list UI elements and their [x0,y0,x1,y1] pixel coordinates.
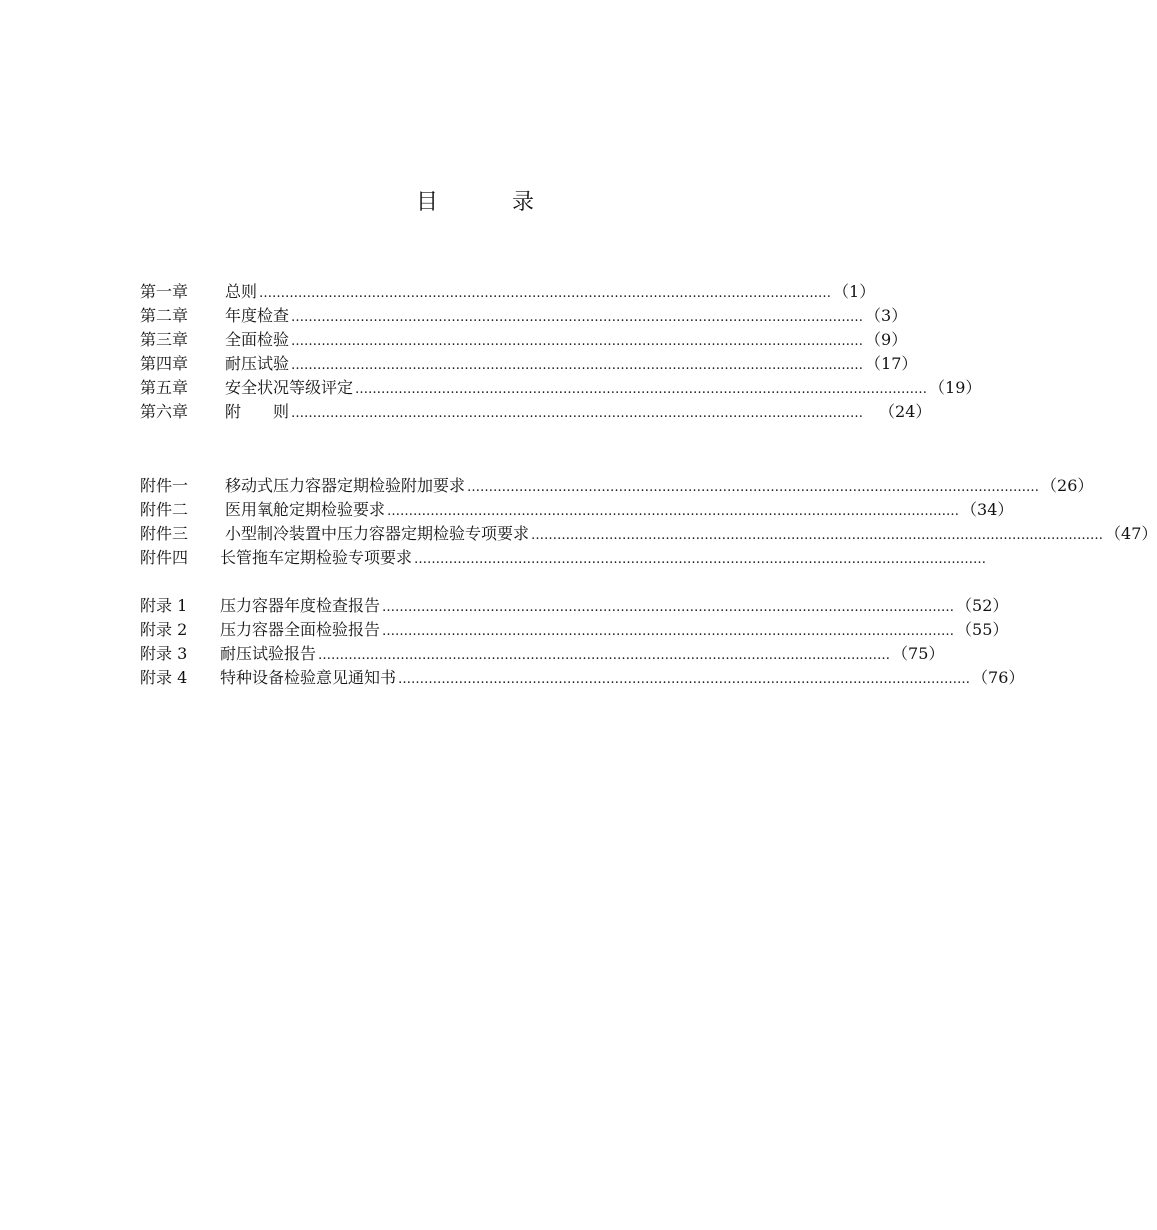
dot-leader: …………………………………………………………………………………………………………………… [355,382,928,397]
entry-page: （9） [865,330,908,349]
entry-label: 第六章 [140,402,189,421]
toc-entry-chapter-2 [140,304,908,328]
entry-label: 附件一 [140,476,189,495]
dot-leader: …………………………………………………………………………………………………………………… [291,334,864,349]
entry-label: 附件三 [140,524,189,543]
entry-label: 附录 3 [140,644,188,663]
dot-leader: …………………………………………………………………………………………………………………… [291,358,864,373]
toc-entry-appendix-2 [140,618,1009,642]
entry-label: 附录 1 [140,596,188,615]
entry-title: 压力容器全面检验报告 [220,620,381,639]
entry-page: （55） [956,620,1009,639]
entry-label: 第五章 [140,378,189,397]
entry-page: （19） [929,378,982,397]
entry-label: 附录 4 [140,668,188,687]
toc-entry-attachment-2 [140,498,1014,522]
entry-title: 年度检查 [225,306,290,325]
dot-leader: …………………………………………………………………………………………………………………… [387,504,960,519]
entry-label: 第二章 [140,306,189,325]
page-title: 目 录 [415,190,560,215]
toc-entry-appendix-3 [140,642,945,666]
entry-title: 总则 [225,282,258,301]
entry-title: 耐压试验报告 [220,644,317,663]
dot-leader: …………………………………………………………………………………………………………………… [318,648,891,663]
entry-label: 附件四 [140,548,189,567]
dot-leader: …………………………………………………………………………………………………………………… [382,624,955,639]
entry-label: 附件二 [140,500,189,519]
entry-label: 附录 2 [140,620,188,639]
entry-label: 第四章 [140,354,189,373]
entry-title: 附 则 [225,402,290,421]
toc-entry-chapter-6 [140,400,932,424]
entry-title: 全面检验 [225,330,290,349]
dot-leader: …………………………………………………………………………………………………………………… [414,552,987,567]
dot-leader: …………………………………………………………………………………………………………………… [291,406,864,421]
toc-entry-chapter-4 [140,352,918,376]
entry-label: 第一章 [140,282,189,301]
toc-entry-attachment-3 [140,522,1157,546]
entry-page: （17） [865,354,918,373]
entry-label: 第三章 [140,330,189,349]
toc-entry-appendix-4 [140,666,1025,690]
entry-title: 压力容器年度检查报告 [220,596,381,615]
dot-leader: …………………………………………………………………………………………………………………… [291,310,864,325]
entry-title: 长管拖车定期检验专项要求 [220,548,413,567]
entry-title: 特种设备检验意见通知书 [220,668,397,687]
entry-page: （24） [879,402,932,421]
entry-page: （1） [833,282,876,301]
dot-leader: …………………………………………………………………………………………………………………… [531,528,1104,543]
dot-leader: …………………………………………………………………………………………………………………… [467,480,1040,495]
entry-page: （34） [961,500,1014,519]
entry-title: 安全状况等级评定 [225,378,354,397]
entry-page: （52） [956,596,1009,615]
toc-entry-chapter-3 [140,328,908,352]
entry-page: （26） [1041,476,1094,495]
entry-title: 小型制冷装置中压力容器定期检验专项要求 [225,524,530,543]
dot-leader: …………………………………………………………………………………………………………………… [259,286,832,301]
toc-entry-chapter-5 [140,376,982,400]
entry-page: （3） [865,306,908,325]
entry-title: 耐压试验 [225,354,290,373]
entry-title: 医用氧舱定期检验要求 [225,500,386,519]
dot-leader: …………………………………………………………………………………………………………………… [382,600,955,615]
entry-page: （47） [1105,524,1157,543]
toc-entry-attachment-4 [140,546,987,570]
toc-entry-appendix-1 [140,594,1009,618]
toc-entry-attachment-1 [140,474,1094,498]
entry-page: （75） [892,644,945,663]
entry-page: （76） [972,668,1025,687]
entry-title: 移动式压力容器定期检验附加要求 [225,476,466,495]
toc-entry-chapter-1 [140,280,876,304]
dot-leader: …………………………………………………………………………………………………………………… [398,672,971,687]
